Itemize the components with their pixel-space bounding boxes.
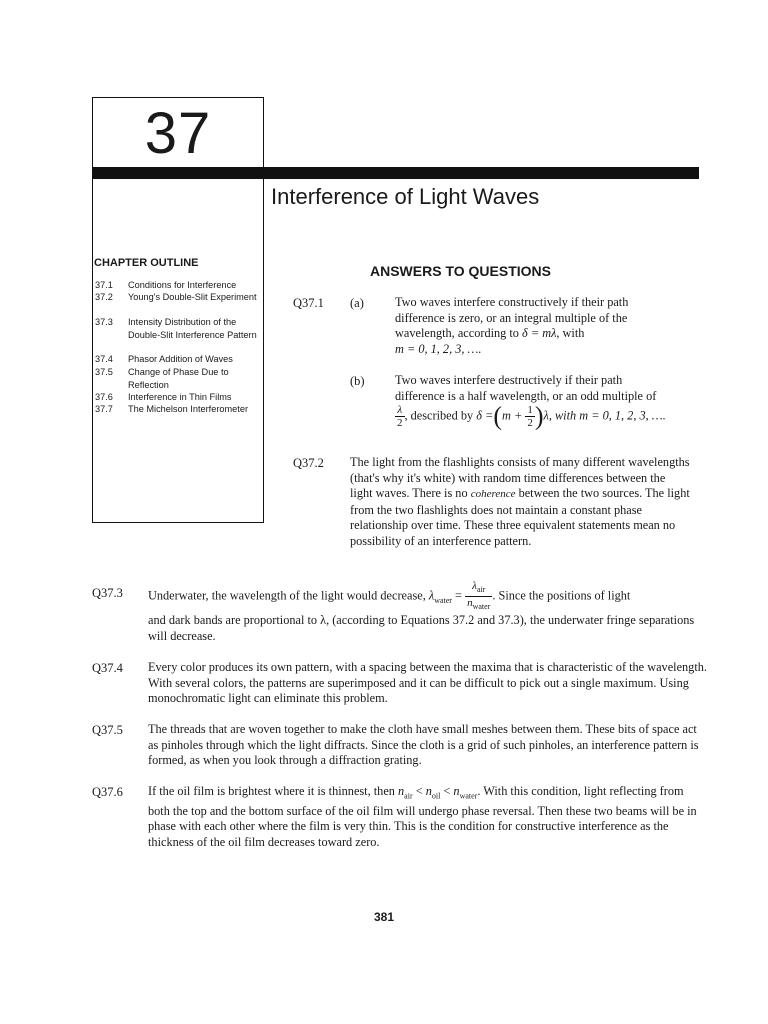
answer-equation: $\frac{\lambda}{2}$ , described by δ =(m + $\frac{1}{2}$ )λ, with m = 0, 1, 2, 3, …. [397,401,666,431]
outline-heading: CHAPTER OUTLINE [94,257,199,269]
outline-item-title: The Michelson Interferometer [128,404,248,414]
answer-text: Every color produces its own pattern, with a spacing between the maxima that is characteristic of the wavelength. With several colors, the patterns are superimposed and it can be difficult to pick out a single maximum. Using monochromatic light can eliminate this problem. [148,660,707,705]
answer-text: and dark bands are proportional to λ, (according to Equations 37.2 and 37.3), the underwater fringe separations will decrease. [148,613,695,643]
answer-text: Two waves interfere destructively if their path difference is a half wavelength, or an odd multiple of [395,373,657,403]
chapter-number: 37 [144,101,212,166]
part-label: (b) [350,374,365,388]
outline-item-number: 37.4 [95,354,113,364]
answer-text: Two waves interfere constructively if their path difference is zero, or an integral multiple of the wavelength, according to δ = mλ, with m = 0, 1, 2, 3, …. [395,295,629,356]
answer-text: The threads that are woven together to make the cloth have small meshes between them. These bits of space act as pinholes through which the light diffracts. Since the cloth is a grid of such pinholes, an interference pattern is formed, as when you look through a diffraction grating. [148,722,699,767]
outline-item-title: Young's Double-Slit Experiment [128,292,257,302]
question-label: Q37.6 [92,785,123,799]
part-label: (a) [350,296,364,310]
outline-item-title: Interference in Thin Films [128,392,232,402]
outline-item-number: 37.7 [95,404,113,414]
outline-item-number: 37.6 [95,392,113,402]
outline-item-number: 37.2 [95,292,113,302]
question-label: Q37.5 [92,723,123,737]
outline-item-number: 37.1 [95,280,113,290]
question-label: Q37.2 [293,456,324,470]
answer-text: Underwater, the wavelength of the light would decrease, $\lambda_{water}$ = $\frac{\lambda_{air}}{n_{water}}$ . Since the positions of light [148,580,631,612]
outline-item-title: Phasor Addition of Waves [128,354,233,364]
outline-item-title: Intensity Distribution of the Double-Slit Interference Pattern [128,317,257,340]
question-label: Q37.1 [293,296,324,310]
answers-heading: ANSWERS TO QUESTIONS [370,263,551,279]
outline-item-title: Change of Phase Due to Reflection [128,367,229,390]
chapter-title: Interference of Light Waves [271,184,540,209]
outline-item-title: Conditions for Interference [128,280,237,290]
answer-text: If the oil film is brightest where it is thinnest, then $n_{air} < n_{oil} < n_{water}$. With this condition, light reflecting from both the top and the bottom surface of the oil film will undergo phase reversal. Then these two beams will be in phase with each other where the film is very thin. This is the condition for constructive interference as the thickness of the oil film decreases toward zero. [148,784,697,849]
page-number: 381 [373,910,395,924]
title-divider-bar [92,167,699,179]
question-label: Q37.3 [92,586,123,600]
outline-item-number: 37.3 [95,317,113,327]
question-label: Q37.4 [92,661,123,675]
outline-item-number: 37.5 [95,367,113,377]
answer-text: The light from the flashlights consists of many different wavelengths (that's why it's white) with random time differences between the light waves. There is no coherence between the two sources. The light from the two flashlights does not maintain a constant phase relationship over time. These three equivalent statements mean no possibility of an interference pattern. [350,455,690,548]
